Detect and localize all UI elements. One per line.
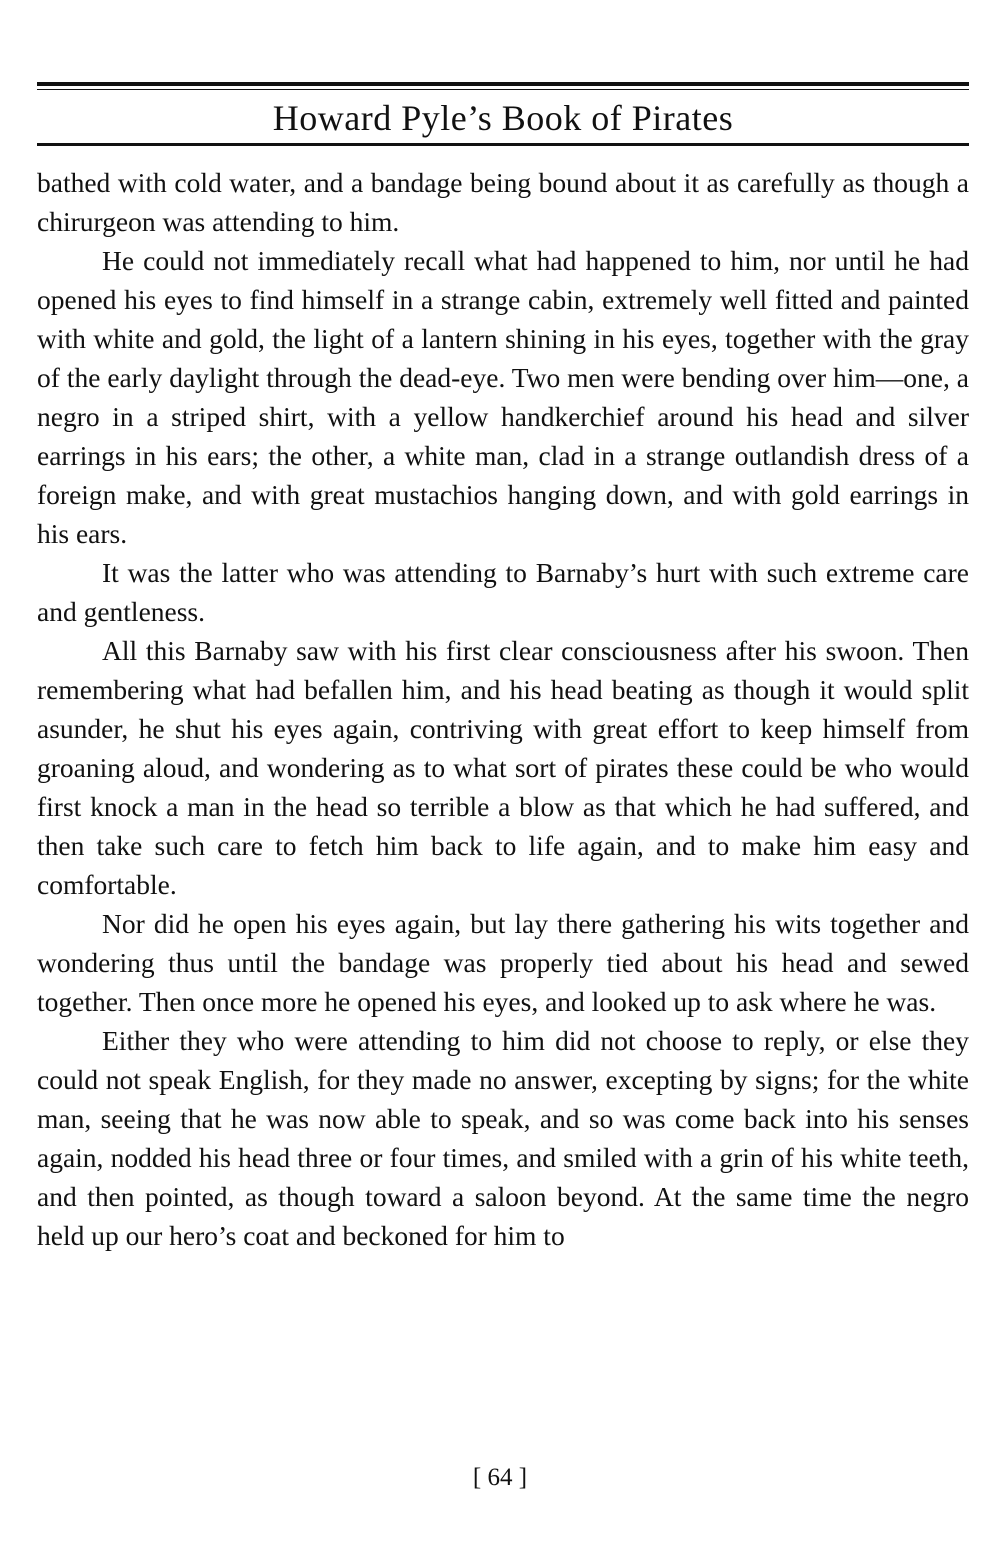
- paragraph: Either they who were attending to him did not choose to reply, or else they could not speak English, for they made no answer, excepting by signs; for the white man, seeing that he was now able to speak, and so was come back into his senses again, nodded his head three or four times, and smiled with a grin of his white teeth, and then pointed, as though toward a saloon beyond. At the same time the negro held up our hero’s coat and beckoned for him to: [37, 1025, 969, 1251]
- header-double-rule-thin: [37, 89, 969, 90]
- body-text: [37, 163, 969, 1255]
- paragraph-continued: bathed with cold water, and a bandage being bound about it as carefully as though a chirurgeon was attending to him.: [37, 167, 969, 237]
- book-page: [37, 82, 969, 1255]
- paragraph: Nor did he open his eyes again, but lay there gathering his wits together and wondering thus until the bandage was properly tied about his head and sewed together. Then once more he opened his eyes, and looked up to ask where he was.: [37, 908, 969, 1017]
- running-title: Howard Pyle’s Book of Pirates: [272, 98, 734, 138]
- header-double-rule-thick: [37, 82, 969, 86]
- paragraph: He could not immediately recall what had happened to him, nor until he had opened his eyes to find himself in a strange cabin, extremely well fitted and painted with white and gold, the light of a lantern shining in his eyes, together with the gray of the early daylight through the dead-eye. Two men were bending over him—one, a negro in a striped shirt, with a yellow handkerchief around his head and silver earrings in his ears; the other, a white man, clad in a strange outlandish dress of a foreign make, and with great mustachios hanging down, and with gold earrings in his ears.: [37, 245, 969, 549]
- header-bottom-rule: [37, 143, 969, 146]
- paragraph: All this Barnaby saw with his first clear consciousness after his swoon. Then remembering what had befallen him, and his head beating as though it would split asunder, he shut his eyes again, contriving with great effort to keep himself from groaning aloud, and wondering as to what sort of pirates these could be who would first knock a man in the head so terrible a blow as that which he had suffered, and then take such care to fetch him back to life again, and to make him easy and comfortable.: [37, 635, 969, 900]
- page-number: [ 64 ]: [472, 1464, 528, 1491]
- paragraph: It was the latter who was attending to Barnaby’s hurt with such extreme care and gentleness.: [37, 557, 969, 627]
